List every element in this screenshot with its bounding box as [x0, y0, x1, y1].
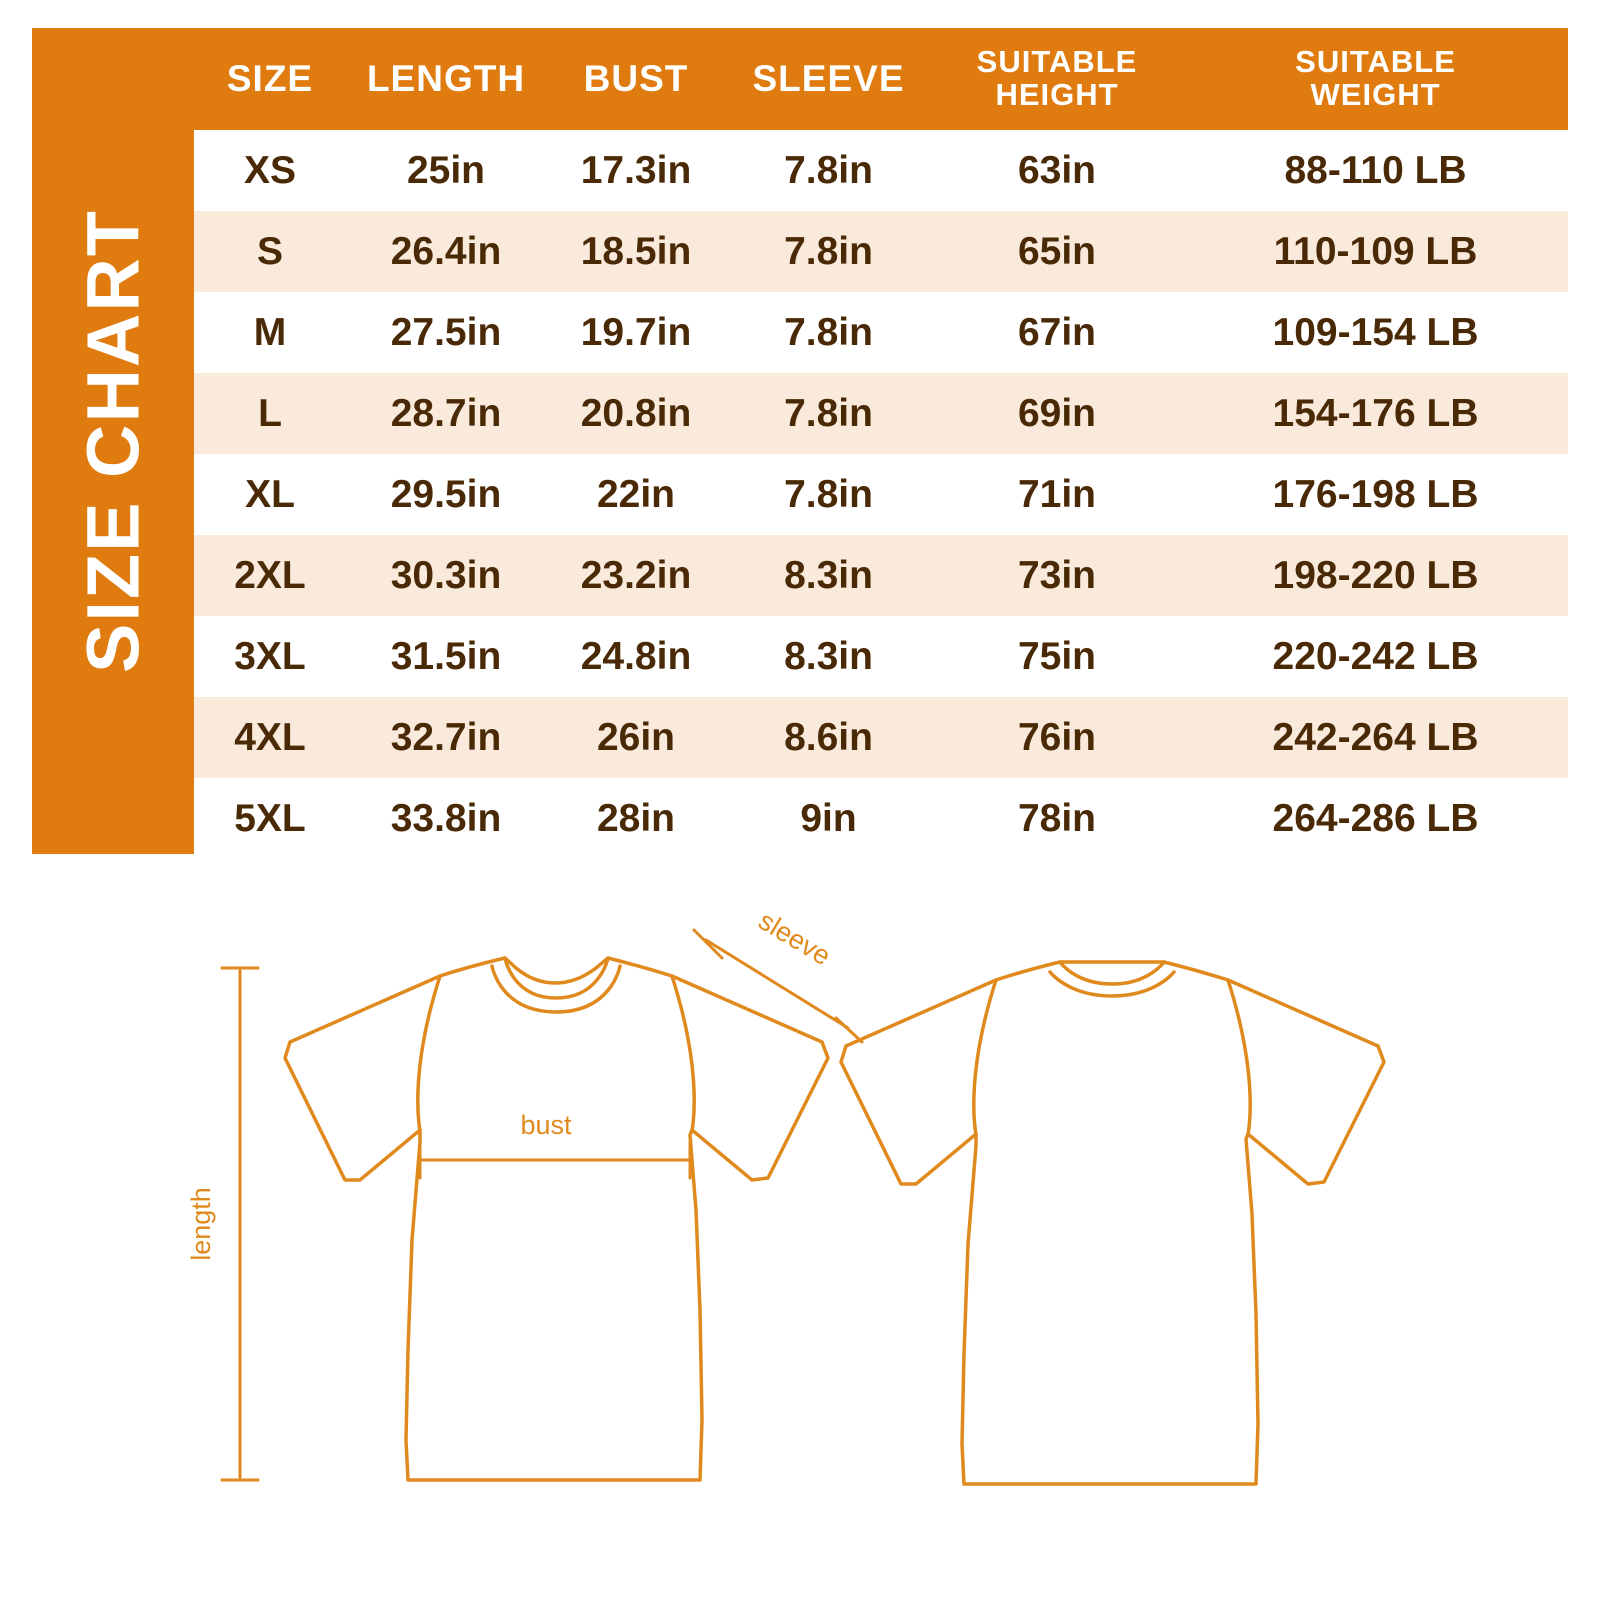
- table-row: [194, 697, 1568, 778]
- cell-weight: 198-220 LB: [1183, 535, 1568, 616]
- size-table-wrapper: [194, 28, 1568, 854]
- cell-height: 69in: [931, 373, 1183, 454]
- cell-bust: 26in: [546, 697, 726, 778]
- column-header-suitable-height: [931, 28, 1183, 130]
- cell-size: XL: [194, 454, 346, 535]
- size-table-header: [194, 28, 1568, 130]
- table-row: [194, 130, 1568, 211]
- cell-length: 25in: [346, 130, 546, 211]
- cell-height: 76in: [931, 697, 1183, 778]
- table-row: [194, 535, 1568, 616]
- column-header-bust: BUST: [583, 57, 689, 99]
- cell-length: 31.5in: [346, 616, 546, 697]
- column-header-suitable-weight-line1: SUITABLE: [1295, 44, 1456, 80]
- cell-height: 65in: [931, 211, 1183, 292]
- tshirt-front-outline: [285, 958, 828, 1480]
- cell-bust: 28in: [546, 778, 726, 859]
- column-header-suitable-height-line2: HEIGHT: [995, 77, 1119, 112]
- table-row: [194, 292, 1568, 373]
- cell-height: 75in: [931, 616, 1183, 697]
- bust-dimension-line: [420, 1142, 690, 1178]
- cell-size: XS: [194, 130, 346, 211]
- cell-sleeve: 9in: [726, 778, 931, 859]
- cell-weight: 110-109 LB: [1183, 211, 1568, 292]
- cell-size: M: [194, 292, 346, 373]
- cell-bust: 18.5in: [546, 211, 726, 292]
- column-header-suitable-height-line1: SUITABLE: [976, 44, 1138, 80]
- cell-size: L: [194, 373, 346, 454]
- cell-height: 78in: [931, 778, 1183, 859]
- cell-weight: 220-242 LB: [1183, 616, 1568, 697]
- cell-weight: 242-264 LB: [1183, 697, 1568, 778]
- cell-bust: 19.7in: [546, 292, 726, 373]
- cell-bust: 22in: [546, 454, 726, 535]
- size-chart-title-panel: [32, 28, 194, 854]
- column-header-size: SIZE: [226, 57, 314, 99]
- table-row: [194, 373, 1568, 454]
- cell-size: 5XL: [194, 778, 346, 859]
- cell-size: S: [194, 211, 346, 292]
- cell-length: 29.5in: [346, 454, 546, 535]
- cell-weight: 264-286 LB: [1183, 778, 1568, 859]
- cell-length: 32.7in: [346, 697, 546, 778]
- cell-height: 67in: [931, 292, 1183, 373]
- table-row: [194, 616, 1568, 697]
- page-title: SIZE CHART: [71, 209, 155, 673]
- cell-sleeve: 8.6in: [726, 697, 931, 778]
- cell-length: 26.4in: [346, 211, 546, 292]
- cell-bust: 23.2in: [546, 535, 726, 616]
- cell-height: 63in: [931, 130, 1183, 211]
- length-label: length: [186, 1187, 216, 1261]
- column-header-suitable-weight-line2: WEIGHT: [1310, 77, 1441, 112]
- size-table: [194, 28, 1568, 859]
- cell-size: 3XL: [194, 616, 346, 697]
- cell-length: 27.5in: [346, 292, 546, 373]
- cell-sleeve: 8.3in: [726, 535, 931, 616]
- cell-sleeve: 8.3in: [726, 616, 931, 697]
- cell-sleeve: 7.8in: [726, 373, 931, 454]
- cell-bust: 20.8in: [546, 373, 726, 454]
- cell-length: 30.3in: [346, 535, 546, 616]
- cell-height: 73in: [931, 535, 1183, 616]
- cell-length: 28.7in: [346, 373, 546, 454]
- cell-sleeve: 7.8in: [726, 211, 931, 292]
- column-header-sleeve: SLEEVE: [752, 57, 905, 99]
- column-header-length: LENGTH: [366, 57, 526, 99]
- length-dimension-line: [222, 968, 258, 1480]
- tshirt-measurement-illustration: [0, 880, 1600, 1580]
- cell-size: 4XL: [194, 697, 346, 778]
- column-header-suitable-weight: [1183, 28, 1568, 130]
- size-chart-block: [32, 28, 1568, 854]
- cell-sleeve: 7.8in: [726, 454, 931, 535]
- cell-height: 71in: [931, 454, 1183, 535]
- size-table-body: [194, 130, 1568, 859]
- cell-bust: 17.3in: [546, 130, 726, 211]
- cell-length: 33.8in: [346, 778, 546, 859]
- table-row: [194, 211, 1568, 292]
- cell-weight: 109-154 LB: [1183, 292, 1568, 373]
- cell-sleeve: 7.8in: [726, 130, 931, 211]
- tshirt-back-outline: [841, 962, 1384, 1484]
- cell-bust: 24.8in: [546, 616, 726, 697]
- cell-weight: 176-198 LB: [1183, 454, 1568, 535]
- table-row: [194, 454, 1568, 535]
- table-header-row: [194, 28, 1568, 130]
- cell-size: 2XL: [194, 535, 346, 616]
- sleeve-dimension-line: [694, 930, 862, 1042]
- cell-weight: 88-110 LB: [1183, 130, 1568, 211]
- bust-label: bust: [520, 1110, 572, 1140]
- table-row: [194, 778, 1568, 859]
- cell-weight: 154-176 LB: [1183, 373, 1568, 454]
- sleeve-label: sleeve: [753, 905, 836, 972]
- cell-sleeve: 7.8in: [726, 292, 931, 373]
